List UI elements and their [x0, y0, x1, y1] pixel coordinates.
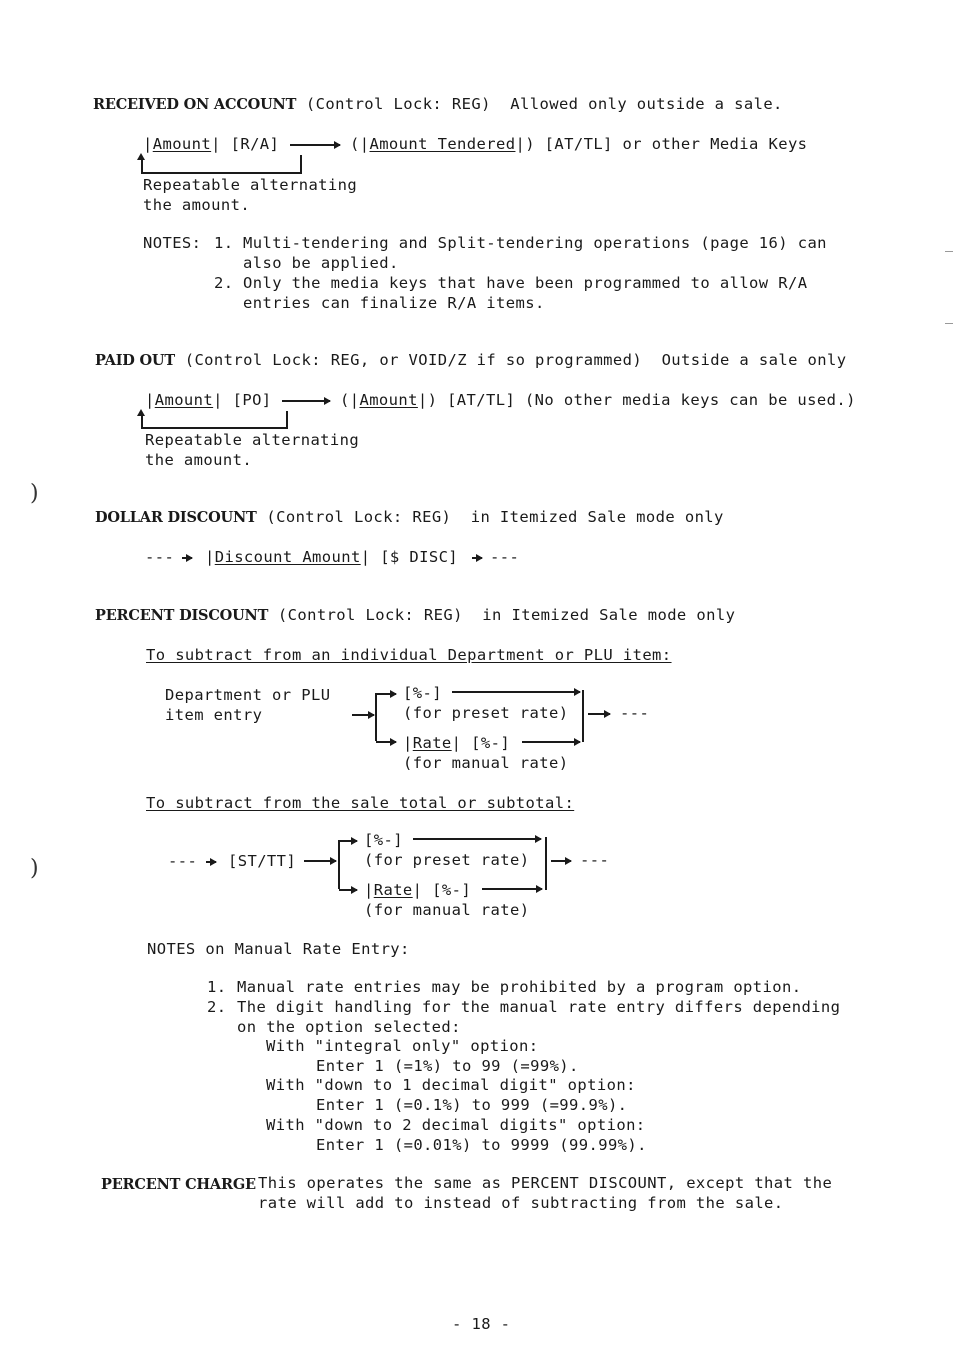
margin-mark-1: )	[30, 481, 39, 506]
po-loop-bottom	[141, 427, 288, 429]
po-sequence	[145, 390, 272, 410]
dd-mode-text: (Control Lock: REG) in Itemized Sale mode only	[256, 508, 724, 526]
po-loop-left	[141, 414, 143, 428]
pd-note-1-num: 1.	[207, 978, 227, 996]
pc-line-1: This operates the same as PERCENT DISCOUNT, except that the	[258, 1174, 833, 1192]
pd-rate-box-1: Rate	[412, 734, 452, 752]
pd-branch-left-1	[375, 693, 377, 741]
pd-preset-key-1: [%-]	[403, 684, 442, 702]
dd-title-line	[95, 507, 724, 528]
ra-mode-text: (Control Lock: REG) Allowed only outside a sale.	[296, 95, 783, 113]
pd-option-2-range: Enter 1 (=0.1%) to 999 (=99.9%).	[316, 1096, 628, 1114]
pd-note-2-line1: The digit handling for the manual rate entry differs depending	[237, 998, 841, 1016]
ra-note-2-num: 2.	[214, 274, 234, 292]
ra-sequence-tail	[350, 134, 807, 154]
po-repeat-1: Repeatable alternating	[145, 431, 360, 449]
pd-option-3: With "down to 2 decimal digits" option:	[266, 1116, 646, 1134]
ra-title-line	[93, 94, 783, 115]
pd-manual-arrow-2	[339, 889, 357, 891]
pd-branch-right-2	[545, 837, 547, 890]
pd-preset-line-1	[452, 691, 580, 693]
ra-loop-bottom	[141, 172, 302, 174]
margin-mark-2: )	[30, 856, 39, 881]
po-loop-arrowhead	[137, 409, 145, 416]
dd-sequence	[205, 547, 458, 567]
pd-option-2: With "down to 1 decimal digit" option:	[266, 1076, 636, 1094]
pd-preset-note-2: (for preset rate)	[364, 851, 530, 869]
pd-manual-line-2	[482, 888, 542, 890]
po-heading: PAID OUT	[95, 352, 175, 369]
pd-trail-1: ---	[620, 704, 650, 722]
dd-lead: ---	[145, 548, 175, 566]
dd-arrow-2	[472, 557, 482, 559]
ra-heading: RECEIVED ON ACCOUNT	[93, 96, 297, 113]
pd-option-1-range: Enter 1 (=1%) to 99 (=99%).	[316, 1057, 579, 1075]
pd-manual-seq-2	[364, 880, 471, 900]
pd-option-1: With "integral only" option:	[266, 1037, 539, 1055]
pd-manual-seq-1	[403, 733, 510, 753]
pc-line-2: rate will add to instead of subtracting from the sale.	[258, 1194, 784, 1212]
pd-exit-arrow-1	[588, 713, 610, 715]
ra-note-1-num: 1.	[214, 234, 234, 252]
pd-manual-key-1: [%-]	[471, 734, 511, 752]
pd-option-3-range: Enter 1 (=0.01%) to 9999 (99.99%).	[316, 1136, 647, 1154]
pd-note-2-line2: on the option selected:	[237, 1018, 461, 1036]
pd-preset-line-2	[413, 838, 541, 840]
po-rest: [AT/TL] (No other media keys can be used.)	[447, 391, 856, 409]
pd-dept-line-1: Department or PLU	[165, 686, 331, 704]
ra-note-1-line1: Multi-tendering and Split-tendering operations (page 16) can	[243, 234, 827, 252]
pd-preset-arrow-1	[376, 693, 396, 695]
po-key: [PO]	[232, 391, 272, 409]
dd-trail: ---	[490, 548, 520, 566]
pd-manual-note-1: (for manual rate)	[403, 754, 569, 772]
pd-rate-box-2: Rate	[373, 881, 413, 899]
pd-title-line	[95, 605, 735, 626]
ra-amount-box: Amount	[152, 135, 212, 153]
ra-sequence	[143, 134, 279, 154]
pd-trail-2: ---	[580, 851, 610, 869]
ra-loop-arrowhead	[137, 153, 145, 160]
pd-preset-note-1: (for preset rate)	[403, 704, 569, 722]
po-title-line	[95, 350, 846, 371]
dd-arrow-1	[182, 557, 192, 559]
pd-manual-arrow-1	[376, 741, 396, 743]
po-repeat-2: the amount.	[145, 451, 253, 469]
pd-exit-arrow-2	[551, 860, 571, 862]
pd-subheading-2: To subtract from the sale total or subtotal:	[146, 794, 575, 812]
ra-repeat-2: the amount.	[143, 196, 251, 214]
page-number: - 18 -	[452, 1315, 511, 1333]
ra-close-paren: )	[525, 135, 535, 153]
pd-entry-arrow-1	[352, 714, 374, 716]
po-mode-text: (Control Lock: REG, or VOID/Z if so programmed) Outside a sale only	[174, 351, 847, 369]
ra-loop-left	[141, 158, 143, 173]
dd-heading: DOLLAR DISCOUNT	[95, 509, 257, 526]
po-amount2-box: Amount	[359, 391, 418, 409]
pd-manual-key-2: [%-]	[432, 881, 472, 899]
pd-notes-title: NOTES on Manual Rate Entry:	[147, 940, 410, 958]
pd-manual-line-1	[522, 741, 580, 743]
pd-stkey: [ST/TT]	[228, 852, 297, 870]
pd-lead-2: ---	[168, 852, 198, 870]
ra-notes-label: NOTES:	[143, 234, 202, 252]
ra-loop-right	[300, 155, 302, 173]
pd-preset-key-2: [%-]	[364, 831, 403, 849]
pd-mode-text: (Control Lock: REG) in Itemized Sale mode only	[268, 606, 736, 624]
edge-mark-2	[945, 323, 953, 324]
pd-lead-arrow-2	[206, 861, 216, 863]
ra-rest: [AT/TL] or other Media Keys	[544, 135, 808, 153]
dd-key: [$ DISC]	[380, 548, 459, 566]
ra-note-2-line1: Only the media keys that have been programmed to allow R/A	[243, 274, 808, 292]
po-open-paren: (	[340, 391, 350, 409]
pd-preset-arrow-2	[339, 840, 357, 842]
po-arrow	[282, 400, 330, 402]
ra-open-paren: (	[350, 135, 360, 153]
pc-heading: PERCENT CHARGE	[101, 1176, 256, 1193]
ra-repeat-1: Repeatable alternating	[143, 176, 358, 194]
ra-key: [R/A]	[230, 135, 280, 153]
pd-note-2-num: 2.	[207, 998, 227, 1016]
dd-amount-box: Discount Amount	[214, 548, 361, 566]
pd-entry-arrow-2	[304, 860, 336, 862]
pd-subheading-1: To subtract from an individual Department or PLU item:	[146, 646, 672, 664]
pd-branch-right-1	[582, 690, 584, 742]
ra-tendered-box: Amount Tendered	[369, 135, 516, 153]
pd-heading: PERCENT DISCOUNT	[95, 607, 269, 624]
po-sequence-tail	[340, 390, 856, 410]
pd-dept-line-2: item entry	[165, 706, 263, 724]
po-loop-right	[286, 411, 288, 428]
po-close-paren: )	[427, 391, 438, 409]
pd-manual-note-2: (for manual rate)	[364, 901, 530, 919]
ra-arrow	[290, 144, 340, 146]
ra-note-2-line2: entries can finalize R/A items.	[243, 294, 545, 312]
pd-note-1-text: Manual rate entries may be prohibited by a program option.	[237, 978, 802, 996]
ra-note-1-line2: also be applied.	[243, 254, 399, 272]
edge-mark-1	[945, 251, 953, 252]
pd-branch-left-2	[338, 840, 340, 889]
po-amount-box: Amount	[154, 391, 214, 409]
